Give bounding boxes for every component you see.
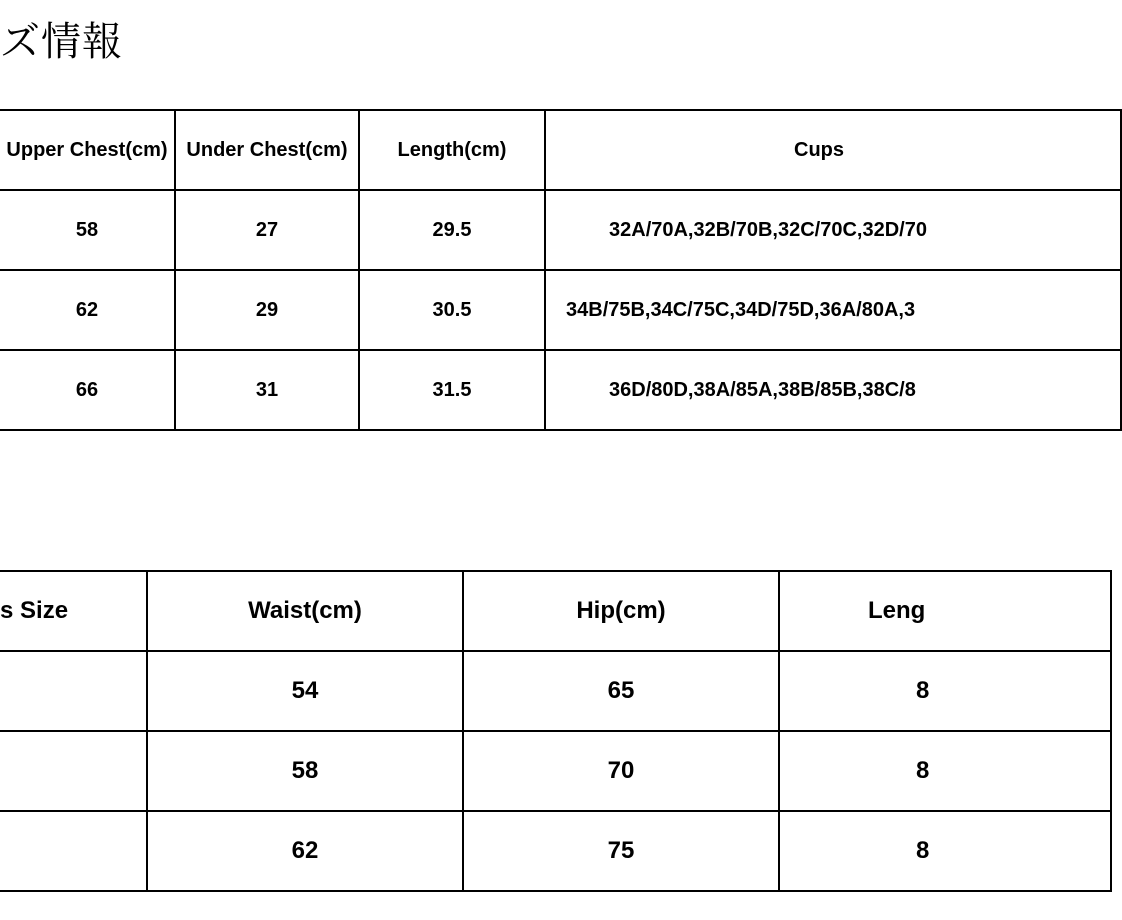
header-waist: Waist(cm) [147,571,463,651]
table-row [0,811,1111,891]
cell-waist: 54 [147,651,463,731]
cell-under-chest: 27 [175,190,359,270]
header-hip: Hip(cm) [463,571,779,651]
cell-length: 31.5 [359,350,545,430]
table-row [0,731,1111,811]
header-upper-chest: Upper Chest(cm) [0,110,175,190]
tops-size-table [0,109,1122,431]
cell-hip: 75 [463,811,779,891]
cell-hip: 65 [463,651,779,731]
table-row [0,270,1121,350]
cell-waist: 62 [147,811,463,891]
cell-length: 8 [779,731,1111,811]
cell-size [0,731,147,811]
table-row [0,651,1111,731]
cell-under-chest: 29 [175,270,359,350]
cell-under-chest: 31 [175,350,359,430]
cell-hip: 70 [463,731,779,811]
header-size: s Size [0,571,147,651]
cell-size [0,651,147,731]
cell-upper-chest: 62 [0,270,175,350]
page-title: ズ情報 [0,19,123,65]
cell-upper-chest: 58 [0,190,175,270]
header-under-chest: Under Chest(cm) [175,110,359,190]
cell-cups: 34B/75B,34C/75C,34D/75D,36A/80A,3 [545,270,1121,350]
cell-length: 29.5 [359,190,545,270]
bottoms-size-table [0,570,1112,892]
cell-upper-chest: 66 [0,350,175,430]
cell-length: 8 [779,651,1111,731]
cell-size [0,811,147,891]
table-row [0,190,1121,270]
header-cups: Cups [545,110,1121,190]
cell-length: 8 [779,811,1111,891]
cell-length: 30.5 [359,270,545,350]
table-row [0,350,1121,430]
cell-waist: 58 [147,731,463,811]
table-header-row [0,571,1111,651]
table-header-row [0,110,1121,190]
cell-cups: 36D/80D,38A/85A,38B/85B,38C/8 [545,350,1121,430]
cell-cups: 32A/70A,32B/70B,32C/70C,32D/70 [545,190,1121,270]
header-length: Leng [779,571,1111,651]
header-length: Length(cm) [359,110,545,190]
